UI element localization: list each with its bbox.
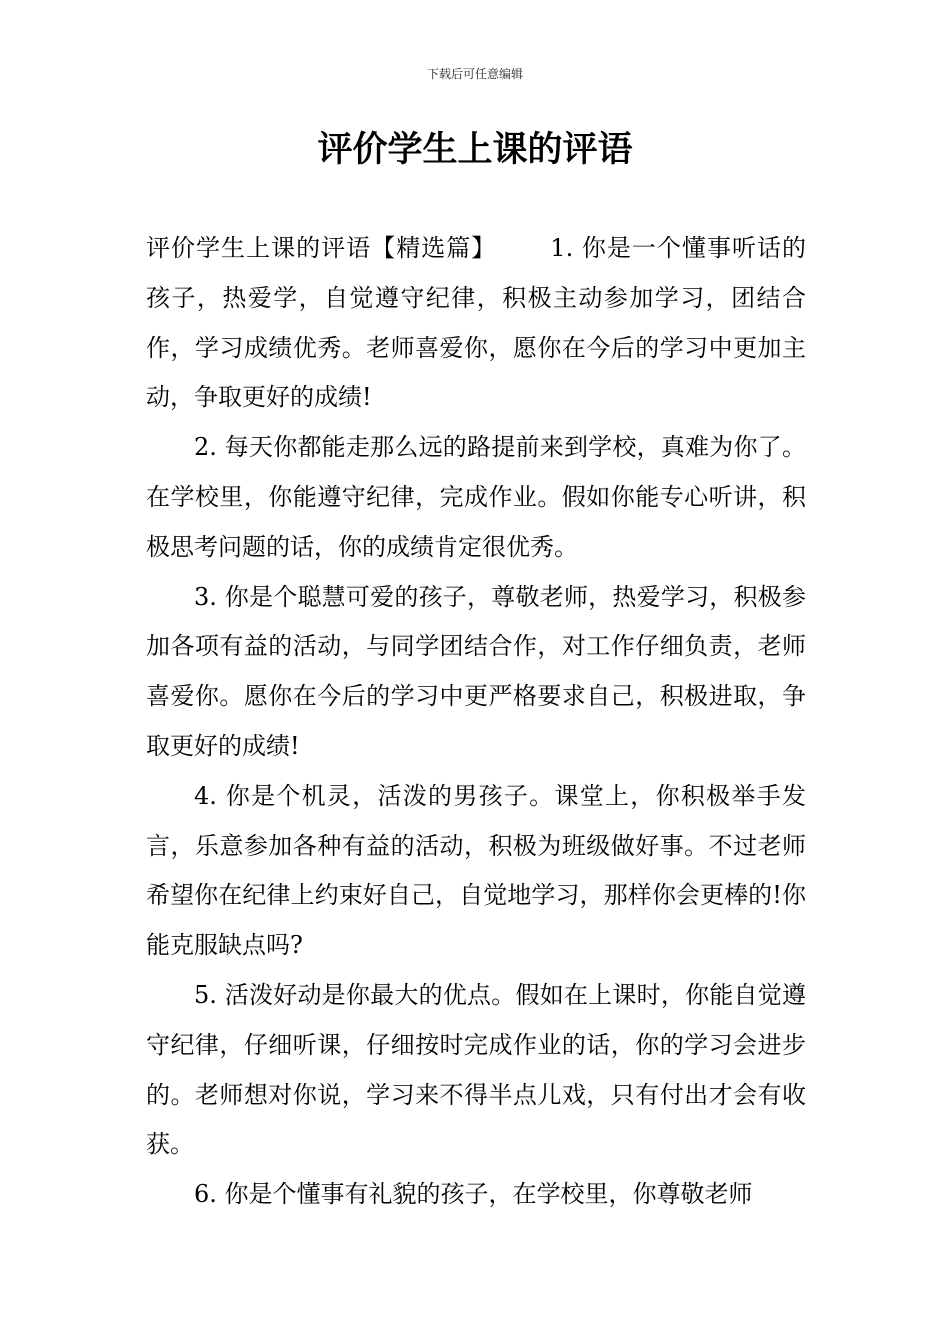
paragraph-6: 6. 你是个懂事有礼貌的孩子，在学校里，你尊敬老师	[194, 1180, 753, 1209]
document-body	[146, 224, 806, 1220]
paragraph-3: 3. 你是个聪慧可爱的孩子，尊敬老师，热爱学习，积极参加各项有益的活动，与同学团结合作，对工作仔细负责，老师喜爱你。愿你在今后的学习中更严格要求自己，积极进取，争取更好的成绩!	[146, 582, 806, 760]
header-note: 下载后可任意编辑	[426, 67, 523, 81]
paragraph-4: 4. 你是个机灵，活泼的男孩子。课堂上，你积极举手发言，乐意参加各种有益的活动，积极为班级做好事。不过老师希望你在纪律上约束好自己，自觉地学习，那样你会更棒的!你能克服缺点吗?	[146, 781, 806, 960]
document-title: 评价学生上课的评语	[317, 130, 633, 170]
paragraph-1	[146, 224, 806, 423]
paragraph-2: 2. 每天你都能走那么远的路提前来到学校，真难为你了。在学校里，你能遵守纪律，完成作业。假如你能专心听讲，积极思考问题的话，你的成绩肯定很优秀。	[146, 433, 806, 561]
intro-label: 评价学生上课的评语【精选篇】	[146, 234, 497, 262]
paragraph-5: 5. 活泼好动是你最大的优点。假如在上课时，你能自觉遵守纪律，仔细听课，仔细按时完成作业的话，你的学习会进步的。老师想对你说，学习来不得半点儿戏，只有付出才会有收获。	[146, 980, 806, 1159]
paragraph-1-text: 1. 你是一个懂事听话的孩子，热爱学，自觉遵守纪律，积极主动参加学习，团结合作，学习成绩优秀。老师喜爱你，愿你在今后的学习中更加主动，争取更好的成绩!	[146, 234, 807, 412]
